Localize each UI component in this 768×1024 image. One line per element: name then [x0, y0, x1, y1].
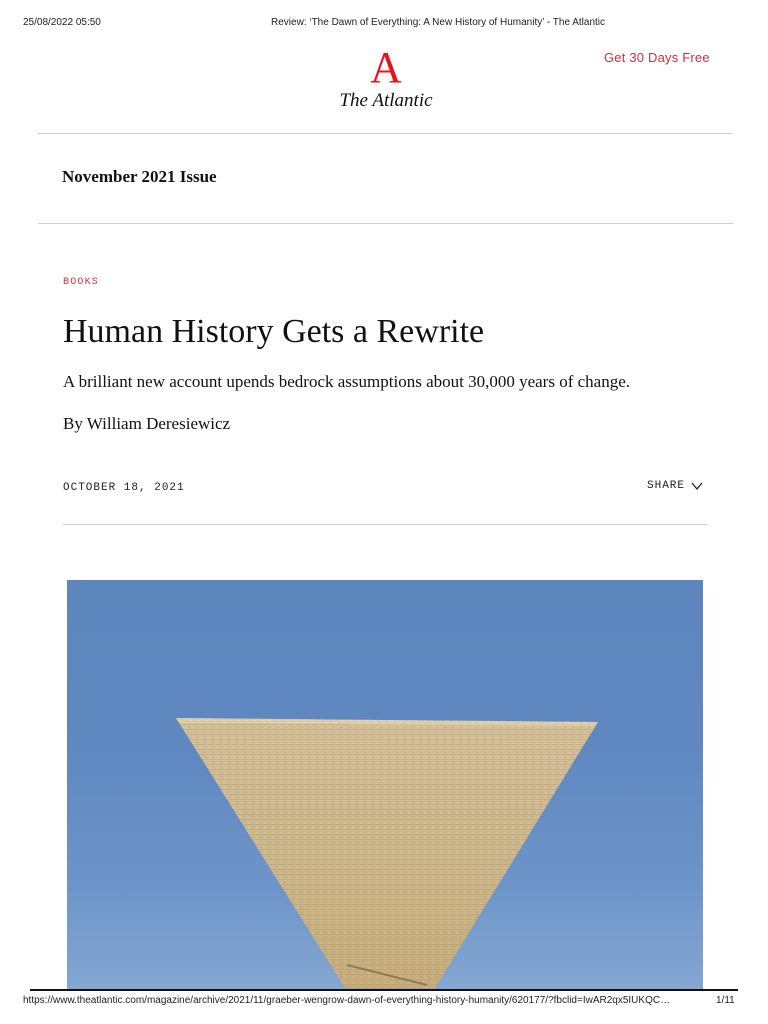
print-datetime: 25/08/2022 05:50 — [23, 17, 101, 28]
hero-image — [67, 580, 703, 990]
byline-prefix: By — [63, 414, 87, 433]
article-dek: A brilliant new account upends bedrock assumptions about 30,000 years of change. — [63, 372, 631, 391]
get-30-days-free-link[interactable]: Get 30 Days Free — [604, 50, 710, 65]
meta-divider — [63, 524, 708, 525]
page-bottom-rule — [30, 989, 738, 991]
print-page-title: Review: ‘The Dawn of Everything: A New History of Humanity’ - The Atlantic — [271, 17, 606, 28]
author-link[interactable]: William Deresiewicz — [86, 414, 231, 433]
share-label: SHARE — [647, 480, 686, 492]
section-link-books[interactable]: BOOKS — [63, 277, 100, 288]
issue-divider — [38, 223, 733, 224]
print-header — [0, 17, 768, 31]
article-date: OCTOBER 18, 2021 — [63, 482, 185, 494]
article-headline: Human History Gets a Rewrite — [63, 313, 485, 350]
article-byline — [63, 414, 230, 434]
masthead-divider — [38, 133, 733, 134]
print-footer — [0, 995, 768, 1009]
page-indicator: 1/11 — [716, 995, 735, 1006]
print-url: https://www.theatlantic.com/magazine/archive/2021/11/graeber-wengrow-dawn-of-everything-history-humanity/620177/?fbclid=IwAR2qx5IUKQC… — [23, 995, 671, 1006]
atlantic-logo[interactable] — [326, 43, 446, 118]
issue-label[interactable]: November 2021 Issue — [62, 167, 217, 186]
logo-letter: A — [370, 43, 402, 92]
inverted-pyramid-image — [67, 580, 703, 990]
share-button[interactable] — [647, 480, 703, 492]
chevron-down-icon — [691, 481, 703, 491]
logo-wordmark: The Atlantic — [339, 90, 433, 111]
